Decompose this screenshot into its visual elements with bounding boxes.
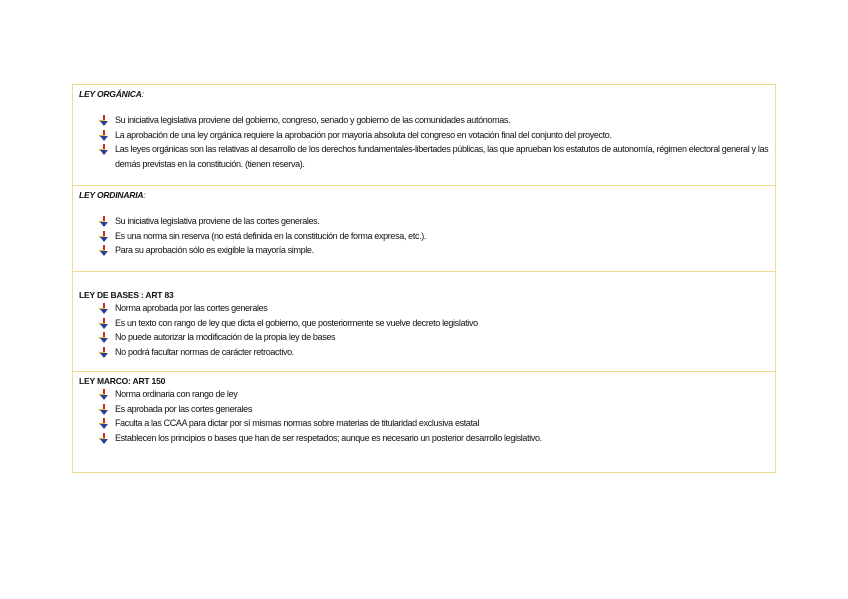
list-item: Es una norma sin reserva (no está definida en la constitución de forma expresa, etc.). — [79, 229, 775, 244]
list-item: No podrá facultar normas de carácter retroactivo. — [79, 345, 775, 360]
down-arrow-icon — [99, 216, 109, 227]
section-ley-marco — [73, 372, 775, 472]
down-arrow-icon — [99, 318, 109, 329]
down-arrow-icon — [99, 115, 109, 126]
down-arrow-icon — [99, 144, 109, 155]
down-arrow-icon — [99, 231, 109, 242]
list-item: No puede autorizar la modificación de la propia ley de bases — [79, 330, 775, 345]
down-arrow-icon — [99, 245, 109, 256]
list-item: Su iniciativa legislativa proviene del gobierno, congreso, senado y gobierno de las comunidades autónomas. — [79, 113, 775, 128]
down-arrow-icon — [99, 332, 109, 343]
section-ley-de-bases — [73, 272, 775, 372]
bullet-list — [79, 113, 775, 172]
bullet-list — [79, 301, 775, 360]
list-item: Establecen los principios o bases que han de ser respetados; aunque es necesario un posterior desarrollo legislativo. — [79, 431, 775, 446]
down-arrow-icon — [99, 130, 109, 141]
section-title: LEY MARCO: ART 150 — [79, 376, 166, 386]
section-title: LEY ORGÁNICA: — [79, 89, 144, 99]
down-arrow-icon — [99, 303, 109, 314]
section-title: LEY ORDINARIA: — [79, 190, 146, 200]
list-item: Es aprobada por las cortes generales — [79, 402, 775, 417]
down-arrow-icon — [99, 389, 109, 400]
bullet-list — [79, 214, 775, 258]
down-arrow-icon — [99, 433, 109, 444]
content-table — [72, 84, 776, 473]
down-arrow-icon — [99, 404, 109, 415]
down-arrow-icon — [99, 347, 109, 358]
list-item: La aprobación de una ley orgánica requiere la aprobación por mayoría absoluta del congreso en votación final del conjunto del proyecto. — [79, 128, 775, 143]
list-item: Norma aprobada por las cortes generales — [79, 301, 775, 316]
list-item: Faculta a las CCAA para dictar por sí mismas normas sobre materias de titularidad exclusiva estatal — [79, 416, 775, 431]
section-ley-organica — [73, 85, 775, 186]
list-item: Las leyes orgánicas son las relativas al desarrollo de los derechos fundamentales-libertades públicas, las que aprueban los estatutos de autonomía, régimen electoral general y las demás previstas en la constitución. (tienen reserva). — [79, 142, 775, 171]
bullet-list — [79, 387, 775, 446]
list-item: Norma ordinaria con rango de ley — [79, 387, 775, 402]
list-item: Es un texto con rango de ley que dicta el gobierno, que posteriormente se vuelve decreto legislativo — [79, 316, 775, 331]
down-arrow-icon — [99, 418, 109, 429]
section-title: LEY DE BASES : ART 83 — [79, 290, 174, 300]
section-ley-ordinaria — [73, 186, 775, 272]
list-item: Su iniciativa legislativa proviene de las cortes generales. — [79, 214, 775, 229]
list-item: Para su aprobación sólo es exigible la mayoría simple. — [79, 243, 775, 258]
